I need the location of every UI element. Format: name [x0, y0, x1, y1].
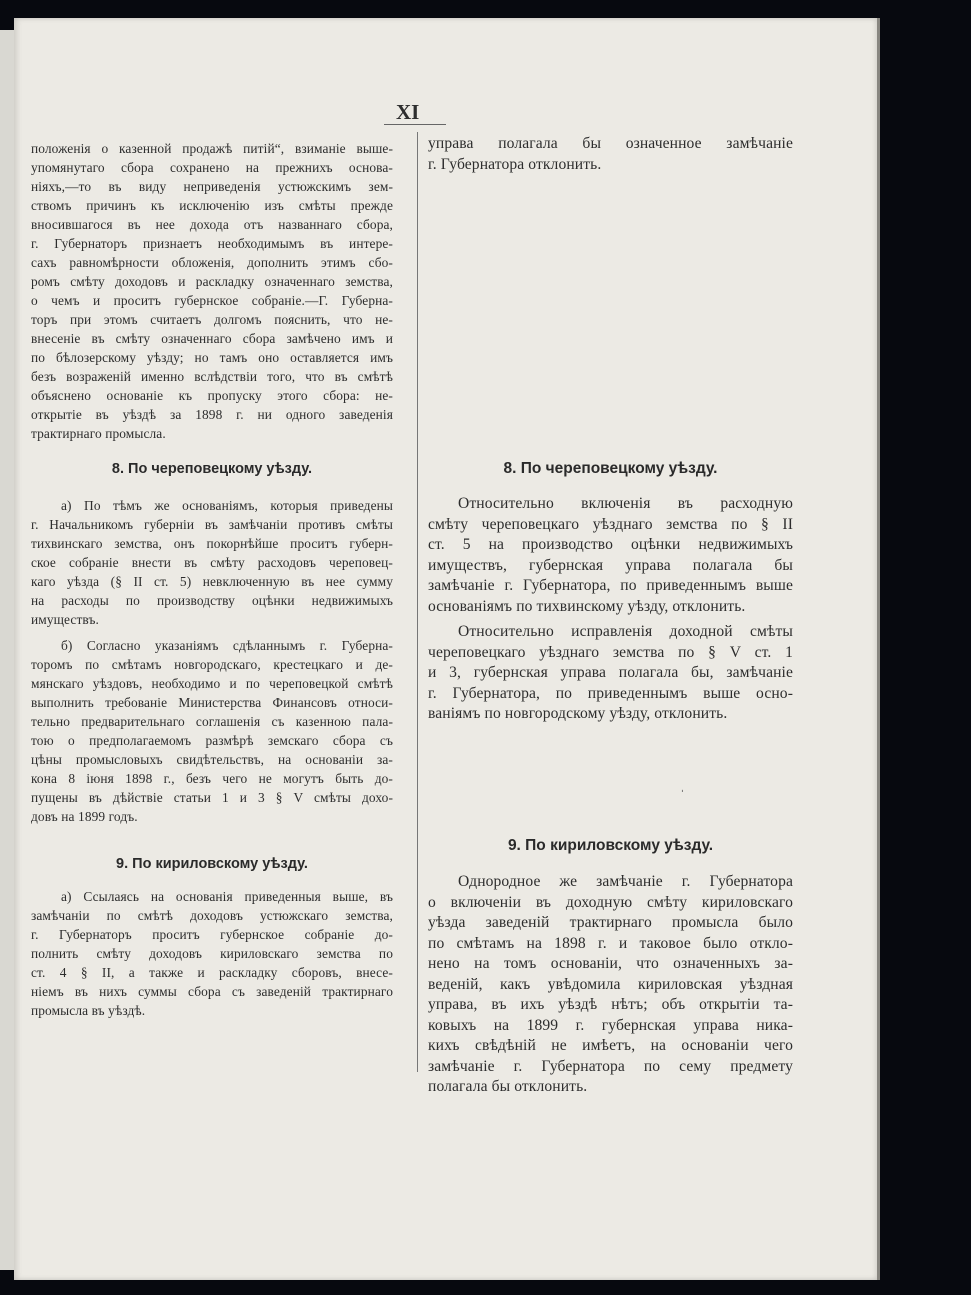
- text-line: кихъ свѣдѣній не имѣетъ, на основаніи чего: [428, 1037, 793, 1054]
- text-line: торъ при этомъ считаетъ долгомъ пояснить, что не-: [31, 312, 393, 327]
- text-line: имуществъ.: [31, 612, 99, 627]
- text-line: череповецкаго уѣзднаго земства по § V ст. 1: [428, 643, 793, 661]
- text-line: г. Начальникомъ губерніи въ замѣчаніи противъ смѣты: [31, 517, 393, 532]
- text-line: ковыхъ на 1899 г. губернская управа ника-: [428, 1016, 793, 1034]
- text-line: тою о предполагаемомъ размѣрѣ земскаго сбора съ: [31, 733, 393, 748]
- left-heading-9: 9. По кириловскому уѣзду.: [116, 856, 308, 872]
- text-line: открытіе въ уѣздѣ за 1898 г. ни одного заведенія: [31, 407, 393, 422]
- text-line: и 3, губернская управа полагала бы, замѣчаніе: [428, 664, 793, 681]
- text-line: тельно предварительнаго соглашенія съ казенною пала-: [31, 714, 393, 729]
- text-line: Относительно исправленія доходной смѣты: [458, 623, 793, 640]
- text-line: ваніямъ по новгородскому уѣзду, отклонить.: [428, 705, 728, 722]
- text-line: замѣчаніи по смѣтѣ доходовъ устюжскаго земства,: [31, 908, 393, 923]
- text-line: Однородное же замѣчаніе г. Губернатора: [458, 873, 793, 890]
- text-line: довъ на 1899 годъ.: [31, 809, 138, 824]
- text-line: ромъ смѣту доходовъ и раскладку означеннаго земства,: [31, 274, 393, 289]
- text-line: г. Губернаторъ проситъ губернское собраніе до-: [31, 927, 393, 942]
- text-line: полнить смѣту доходовъ кириловскаго земства по: [31, 946, 393, 961]
- text-line: пущены въ дѣйствіе статьи 1 и 3 § V смѣты дохо-: [31, 790, 393, 805]
- text-line: а) Ссылаясь на основанія приведенныя выше, въ: [61, 889, 393, 904]
- text-line: г. Губернаторъ признаетъ необходимымъ въ интере-: [31, 236, 393, 251]
- text-line: положенія о казенной продажѣ питій“, взиманіе выше-: [31, 141, 393, 156]
- text-line: упомянутаго сбора сохранено на прежнихъ основа-: [31, 160, 393, 175]
- left-paragraph-8b: [31, 636, 393, 826]
- text-line: по смѣтамъ на 1898 г. и таковое было откло-: [428, 934, 793, 952]
- text-line: Относительно включенія въ расходную: [458, 495, 793, 512]
- right-paragraph-1: [428, 134, 793, 175]
- text-line: по бѣлозерскому уѣзду; но тамъ оно оставляется имъ: [31, 350, 393, 365]
- text-line: управа полагала бы означенное замѣчаніе: [428, 135, 793, 152]
- adjacent-page-edge: [0, 30, 15, 1270]
- right-heading-8: 8. По череповецкому уѣзду.: [503, 460, 718, 477]
- text-line: замѣчаніе г. Губернатора, по приведеннымъ выше: [428, 577, 793, 594]
- text-line: внесеніе въ смѣту означеннаго сбора замѣчено имъ и: [31, 331, 393, 346]
- text-line: мянскаго уѣздовъ, необходимо и по череповецкой смѣтѣ: [31, 676, 393, 691]
- text-line: каго уѣзда (§ II ст. 5) невключенную въ нее сумму: [31, 574, 393, 589]
- text-line: ніяхъ,—то въ виду неприведенія устюжскимъ зем-: [31, 179, 393, 194]
- text-line: смѣту череповецкаго уѣзднаго земства по § II: [428, 515, 793, 533]
- text-line: нено на томъ основаніи, что означенныхъ за-: [428, 955, 793, 972]
- right-paragraph-8b: [428, 622, 793, 725]
- ink-speck: ˌ: [680, 778, 685, 793]
- right-paragraph-9: [428, 872, 793, 1098]
- text-line: ское собраніе внести въ смѣту расходовъ череповец-: [31, 555, 393, 570]
- page-shadow: [877, 18, 880, 1280]
- text-line: г. Губернатора, по приведеннымъ выше осно-: [428, 684, 793, 702]
- right-paragraph-8a: [428, 494, 793, 617]
- text-line: безъ возраженій именно вслѣдствіи того, что въ смѣтѣ: [31, 369, 393, 384]
- text-line: а) По тѣмъ же основаніямъ, которыя приведены: [61, 498, 393, 513]
- left-paragraph-1: [31, 139, 393, 443]
- left-paragraph-8a: [31, 496, 393, 629]
- text-line: ствомъ причинъ къ исключенію изъ смѣты прежде: [31, 198, 393, 213]
- text-line: б) Согласно указаніямъ сдѣланнымъ г. Губерна-: [61, 638, 393, 653]
- text-line: вносившагося въ нее дохода отъ названнаго сбора,: [31, 217, 393, 232]
- left-paragraph-9a: [31, 887, 393, 1020]
- text-line: промысла въ уѣздѣ.: [31, 1003, 146, 1018]
- text-line: трактирнаго промысла.: [31, 426, 166, 441]
- text-line: имуществъ, губернская управа полагала бы: [428, 556, 793, 574]
- text-line: ст. 5 на производство оцѣнки недвижимыхъ: [428, 536, 793, 553]
- text-line: управа, въ ихъ уѣздѣ нѣтъ; объ открытіи та-: [428, 996, 793, 1013]
- text-line: выполнить требованіе Министерства Финансовъ относи-: [31, 695, 393, 710]
- text-line: ніемъ въ нихъ суммы сбора съ заведеній трактирнаго: [31, 984, 393, 999]
- text-line: о чемъ и проситъ губернское собраніе.—Г. Губерна-: [31, 293, 393, 308]
- text-line: сахъ равномѣрности обложенія, дополнить этимъ сбо-: [31, 255, 393, 270]
- text-line: торомъ по смѣтамъ новгородскаго, крестецкаго и де-: [31, 657, 393, 672]
- text-line: ст. 4 § II, а также и раскладку сборовъ, внесе-: [31, 965, 393, 980]
- text-line: на расходы по производству оцѣнки недвижимыхъ: [31, 593, 393, 608]
- text-line: цѣны промысловыхъ свидѣтельствъ, на основаніи за-: [31, 752, 393, 767]
- text-line: веденій, какъ увѣдомила кириловская уѣздная: [428, 975, 793, 993]
- page-number: XI: [396, 100, 420, 124]
- text-line: объяснено основаніе къ пропуску этого сбора: не-: [31, 388, 393, 403]
- text-line: г. Губернатора отклонить.: [428, 155, 602, 173]
- text-line: тихвинскаго земства, онъ покорнѣйше проситъ губерн-: [31, 536, 393, 551]
- text-line: основаніямъ по тихвинскому уѣзду, отклонить.: [428, 597, 746, 615]
- right-heading-9: 9. По кириловскому уѣзду.: [507, 837, 714, 854]
- text-line: кона 8 іюня 1898 г., безъ чего не могутъ быть до-: [31, 771, 393, 786]
- column-divider: [417, 132, 418, 1072]
- left-heading-8: 8. По череповецкому уѣзду.: [111, 461, 313, 477]
- page-number-rule: [384, 124, 446, 125]
- text-line: о включеніи въ доходную смѣту кириловскаго: [428, 893, 793, 911]
- text-line: замѣчаніе г. Губернатора по сему предмету: [428, 1057, 793, 1075]
- text-line: полагала бы отклонить.: [428, 1078, 588, 1095]
- text-line: уѣзда заведеній трактирнаго промысла было: [428, 914, 793, 931]
